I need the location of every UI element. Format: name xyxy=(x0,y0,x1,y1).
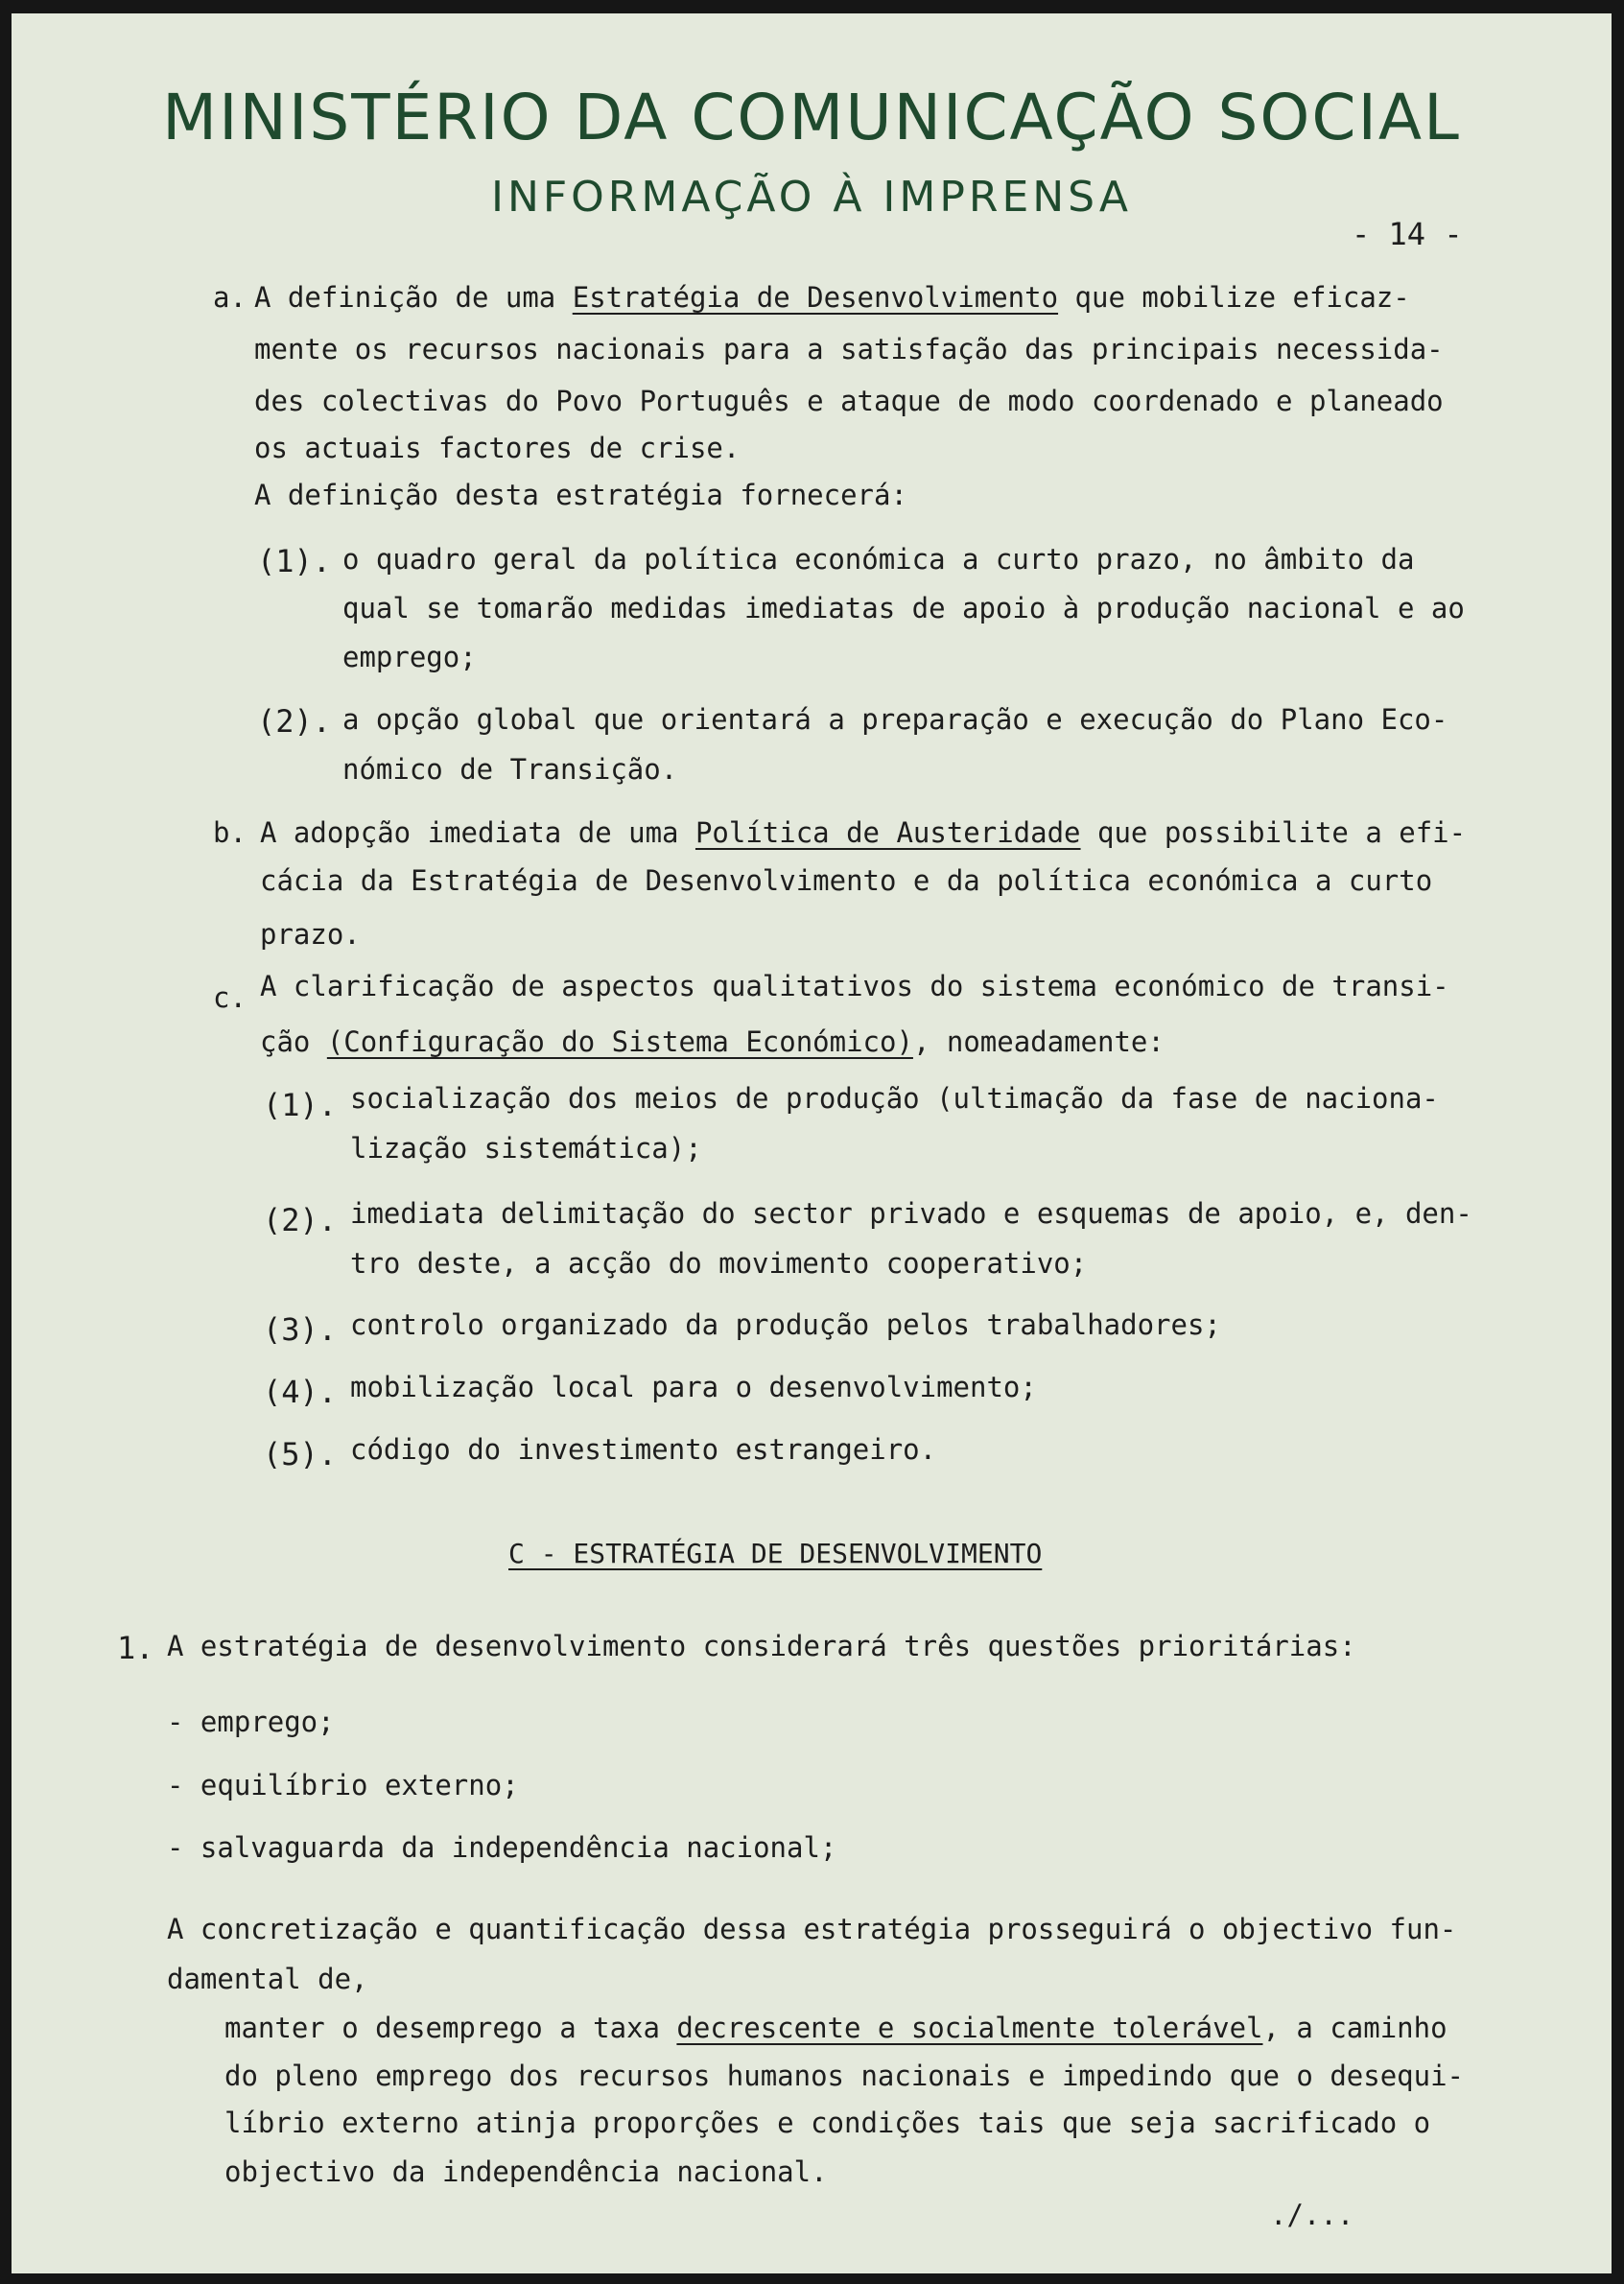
quote-line-1 xyxy=(224,2014,1447,2042)
quote-line-4: objectivo da independência nacional. xyxy=(224,2155,828,2188)
item-c-sub-2-line-2: tro deste, a acção do movimento cooperativo; xyxy=(350,1247,1088,1280)
item-a-line-3: des colectivas do Povo Português e ataque de modo coordenado e planeado xyxy=(254,385,1444,417)
item-c-sub-1-line-1: socialização dos meios de produção (ultimação da fase de naciona- xyxy=(350,1082,1439,1115)
dash-item-1: - emprego; xyxy=(167,1706,335,1738)
quote-line-1-pre: manter o desemprego a taxa xyxy=(224,2012,677,2044)
item-b-line-3: prazo. xyxy=(260,918,361,951)
letterhead-department: INFORMAÇÃO À IMPRENSA xyxy=(490,173,1133,222)
dash-item-2: - equilíbrio externo; xyxy=(167,1769,519,1801)
item-a-sub-1-marker: (1). xyxy=(257,543,332,579)
continuation-mark: ./... xyxy=(1270,2199,1354,2231)
item-b-highlight: Política de Austeridade xyxy=(694,816,1081,849)
dash-item-3: - salvaguarda da independência nacional; xyxy=(167,1831,837,1864)
item-c-line-2 xyxy=(260,1025,1165,1058)
section-heading: C - ESTRATÉGIA DE DESENVOLVIMENTO xyxy=(508,1538,1043,1569)
quote-line-1-post: , a caminho xyxy=(1262,2012,1447,2044)
item-c-sub-3-marker: (3). xyxy=(263,1311,338,1348)
item-a-line-2: mente os recursos nacionais para a satisfação das principais necessida- xyxy=(254,333,1444,365)
item-c-line-2-post: , nomeadamente: xyxy=(912,1025,1165,1058)
item-c-sub-5-marker: (5). xyxy=(263,1436,338,1472)
item-c-sub-4-marker: (4). xyxy=(263,1374,338,1410)
item-a-marker: a. xyxy=(213,281,247,314)
point-1-text: A estratégia de desenvolvimento considerará três questões prioritárias: xyxy=(167,1630,1356,1662)
item-a-sub-2-marker: (2). xyxy=(257,703,332,740)
item-a-line-1 xyxy=(254,281,1410,314)
item-b-line-1-post: que possibilite a efi- xyxy=(1080,816,1467,849)
item-c-sub-1-line-2: lização sistemática); xyxy=(350,1132,702,1165)
item-a-sub-2-line-2: nómico de Transição. xyxy=(342,753,678,786)
paragraph-line-2: damental de, xyxy=(167,1963,368,1995)
document-page xyxy=(12,13,1612,2273)
item-a-sub-1-line-1: o quadro geral da política económica a curto prazo, no âmbito da xyxy=(342,543,1415,576)
item-c-marker: c. xyxy=(213,981,247,1014)
item-c-sub-4-line-1: mobilização local para o desenvolvimento; xyxy=(350,1371,1037,1403)
item-a-sub-1-line-3: emprego; xyxy=(342,641,477,673)
item-c-sub-2-marker: (2). xyxy=(263,1202,338,1238)
item-c-line-1: A clarificação de aspectos qualitativos do sistema económico de transi- xyxy=(260,970,1449,1002)
quote-line-2: do pleno emprego dos recursos humanos nacionais e impedindo que o desequi- xyxy=(224,2060,1465,2092)
item-c-highlight: (Configuração do Sistema Económico) xyxy=(326,1025,913,1058)
item-b-line-1 xyxy=(260,816,1467,849)
item-a-line-5: A definição desta estratégia fornecerá: xyxy=(254,479,907,511)
item-a-line-4: os actuais factores de crise. xyxy=(254,432,741,464)
item-b-line-1-pre: A adopção imediata de uma xyxy=(260,816,695,849)
page-number: - 14 - xyxy=(1352,216,1463,252)
item-b-line-2: cácia da Estratégia de Desenvolvimento e da política económica a curto xyxy=(260,864,1433,897)
letterhead-ministry: MINISTÉRIO DA COMUNICAÇÃO SOCIAL xyxy=(162,81,1461,154)
item-c-sub-3-line-1: controlo organizado da produção pelos trabalhadores; xyxy=(350,1308,1221,1341)
item-a-highlight: Estratégia de Desenvolvimento xyxy=(572,281,1059,314)
item-c-line-2-pre: ção xyxy=(260,1025,327,1058)
item-a-line-1-pre: A definição de uma xyxy=(254,281,573,314)
item-a-sub-1-line-2: qual se tomarão medidas imediatas de apoio à produção nacional e ao xyxy=(342,592,1465,624)
item-c-sub-1-marker: (1). xyxy=(263,1087,338,1123)
item-a-sub-2-line-1: a opção global que orientará a preparação e execução do Plano Eco- xyxy=(342,703,1448,736)
item-a-line-1-post: que mobilize eficaz- xyxy=(1058,281,1410,314)
item-c-sub-5-line-1: código do investimento estrangeiro. xyxy=(350,1433,937,1466)
item-b-marker: b. xyxy=(213,816,247,849)
paragraph-line-1: A concretização e quantificação dessa estratégia prosseguirá o objectivo fun- xyxy=(167,1913,1457,1945)
quote-line-3: líbrio externo atinja proporções e condições tais que seja sacrificado o xyxy=(224,2107,1431,2139)
item-c-sub-2-line-1: imediata delimitação do sector privado e esquemas de apoio, e, den- xyxy=(350,1197,1472,1230)
point-1-marker: 1. xyxy=(117,1630,154,1666)
quote-highlight: decrescente e socialmente tolerável xyxy=(676,2012,1263,2044)
